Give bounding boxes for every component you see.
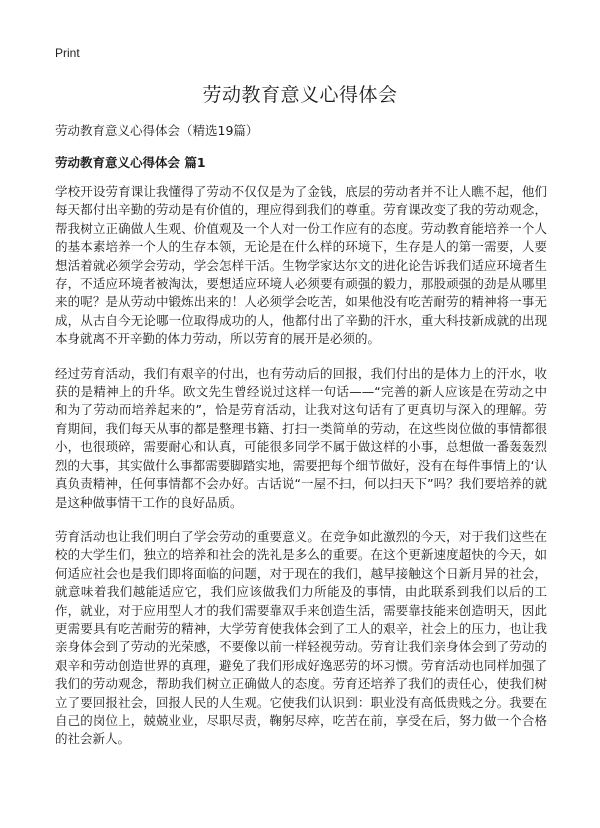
paragraph-1: 学校开设劳育课让我懂得了劳动不仅仅是为了金钱，底层的劳动者并不让人瞧不起，他们每天都付出辛勤的劳动是有价值的，理应得到我们的尊重。劳育课改变了我的劳动观念，帮我树立正确做人生观、价值观及一个人对一份工作应有的态度。劳动教育能培养一个人的基本素培养一个人的生存本领，无论是在什么样的环境下，生存是人的第一需要，人要想活着就必须学会劳动，学会怎样干活。生物学家达尔文的进化论告诉我们适应环境者生存，不适应环境者被淘汰，要想适应环境人必须要有顽强的毅力，那股顽强的劲是从哪里来的呢？是从劳动中锻炼出来的！人必须学会吃苦，如果他没有吃苦耐劳的精神将一事无成，从古自今无论哪一位取得成功的人，他都付出了辛勤的汗水，重大科技新成就的出现本身就离不开辛勤的体力劳动，所以劳育的展开是必须的。 (55, 184, 547, 347)
print-link[interactable]: Print (55, 46, 80, 60)
paragraph-3: 劳育活动也让我们明白了学会劳动的重要意义。在竞争如此激烈的今天，对于我们这些在校的大学生们，独立的培养和社会的洗礼是多么的重要。在这个更新速度超快的今天，如何适应社会也是我们即将面临的问题，对于现在的我们，越早接触这个日新月异的社会，就意味着我们越能适应它，我们应该做我们力所能及的事情，由此联系到我们以后的工作，就业，对于应用型人才的我们需要靠双手来创造生活，需要靠技能来创造明天，因此更需要具有吃苦耐劳的精神，大学劳育使我体会到了工人的艰辛，社会上的压力，也让我亲身体会到了劳动的光荣感，不要像以前一样轻视劳动。劳育让我们亲身体会到了劳动的艰辛和劳动创造世界的真理，避免了我们形成好逸恶劳的坏习惯。劳育活动也同样加强了我们的劳动观念，帮助我们树立正确做人的态度。劳育还培养了我们的责任心，使我们树立了要回报社会，回报人民的人生观。它使我们认识到：职业没有高低贵贱之分。我要在自己的岗位上，兢兢业业，尽职尽责，鞠躬尽瘁，吃苦在前，享受在后，努力做一个合格的社会新人。 (55, 528, 547, 747)
section-heading: 劳动教育意义心得体会 篇1 (55, 155, 206, 170)
paragraph-2: 经过劳育活动，我们有艰辛的付出，也有劳动后的回报，我们付出的是体力上的汗水，收获的是精神上的升华。欧文先生曾经说过这样一句话——“完善的新人应该是在劳动之中和为了劳动而培养起来的”，恰是劳育活动，让我对这句话有了更真切与深入的理解。劳育期间，我们每天从事的都是整理书籍、打扫一类简单的劳动，在这些岗位做的事情都很小，也很琐碎，需要耐心和认真，可能很多同学不属于做这样的小事，总想做一番轰轰烈烈的大事，其实做什么事都需要脚踏实地，需要把每个细节做好，没有在每件事情上的‘认真负责精神，任何事情都不会办好。古话说“一屋不扫，何以扫天下”吗？我们要培养的就是这种做事情干工作的良好品质。 (55, 365, 547, 510)
page-title: 劳动教育意义心得体会 (202, 84, 398, 106)
article-body (55, 183, 547, 765)
document-subtitle: 劳动教育意义心得体会（精选19篇） (55, 123, 259, 138)
